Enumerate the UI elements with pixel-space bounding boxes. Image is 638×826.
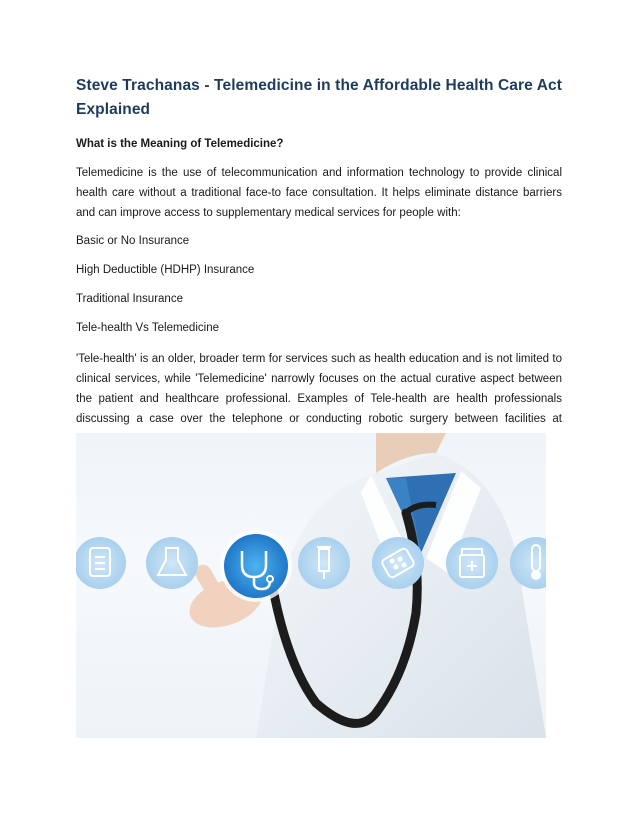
comparison-paragraph: 'Tele-health' is an older, broader term for services such as health education and is not limited to clinical services, while 'Telemedicine' narrowly focuses on the actual curative aspect between the patient and healthcare professional. Examples of Tele-health are health professionals discussing a case over the telephone or conducting robotic surgery between facilities at [76, 353, 562, 425]
list-item: High Deductible (HDHP) Insurance [76, 264, 255, 276]
flask-icon [146, 537, 198, 589]
document-body [76, 74, 562, 459]
list-item: Traditional Insurance [76, 293, 183, 305]
section-heading: Tele-health Vs Telemedicine [76, 322, 219, 334]
stethoscope-icon [220, 530, 292, 602]
syringe-icon [298, 537, 350, 589]
subheading: What is the Meaning of Telemedicine? [76, 138, 284, 150]
intro-paragraph: Telemedicine is the use of telecommunication and information technology to provide clinical health care without a traditional face-to face consultation. It helps eliminate distance barriers and can improve access to supplementary medical services for people with: [76, 167, 562, 219]
clipboard-icon [76, 537, 126, 589]
pills-icon [372, 537, 424, 589]
medicine-bottle-icon [446, 537, 498, 589]
document-title: Steve Trachanas - Telemedicine in the Affordable Health Care Act Explained [76, 77, 562, 118]
list-item: Basic or No Insurance [76, 235, 190, 247]
telemedicine-photo [76, 433, 546, 738]
